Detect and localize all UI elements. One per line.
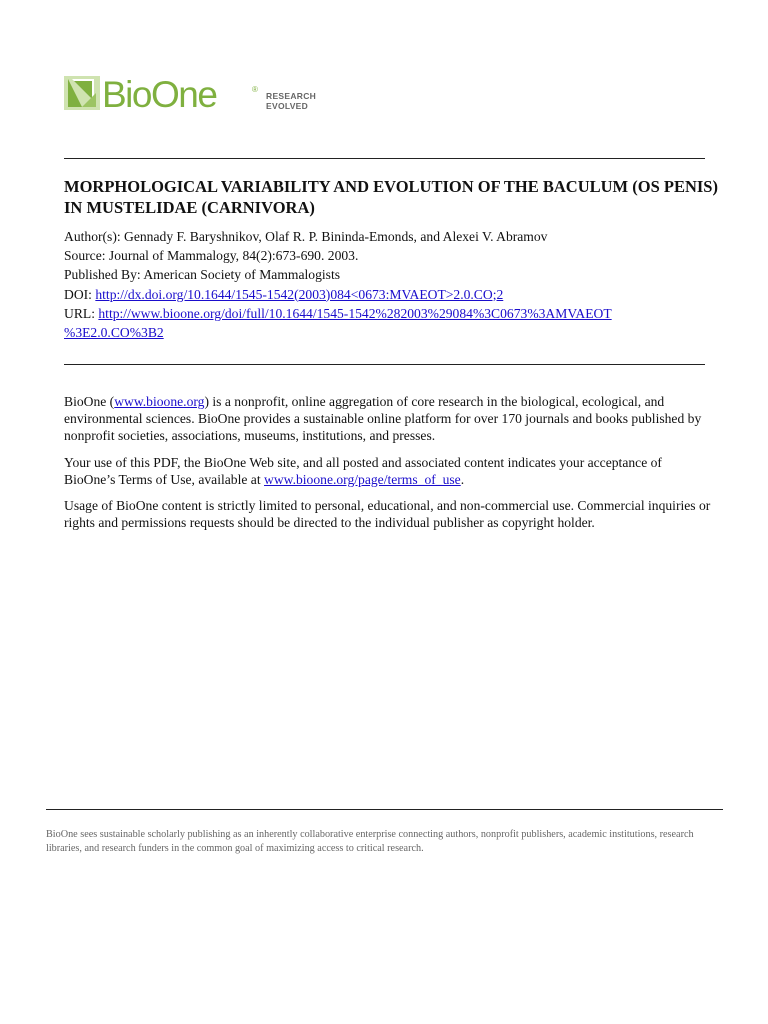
logo-tagline	[266, 91, 316, 111]
article-title: MORPHOLOGICAL VARIABILITY AND EVOLUTION OF THE BACULUM (OS PENIS) IN MUSTELIDAE (CARNIVORA)	[64, 177, 718, 217]
terms-text-start: Your use of this PDF, the BioOne Web site, and all posted and associated content indicates your acceptance of BioOne’s Terms of Use, available at	[64, 454, 662, 487]
about-bioone-paragraph	[64, 393, 714, 444]
mid-divider	[64, 364, 705, 365]
about-text-start: BioOne (	[64, 394, 115, 409]
source-value: Journal of Mammalogy, 84(2):673-690. 2003.	[105, 248, 359, 264]
publisher-label: Published By:	[64, 267, 141, 283]
logo-tagline-line-1: RESEARCH	[266, 91, 317, 101]
url-link[interactable]: http://www.bioone.org/doi/full/10.1644/1545-1542%282003%29084%3C0673%3AMVAEOT	[98, 305, 612, 321]
authors-line	[64, 227, 724, 246]
logo-tagline-line-2: EVOLVED	[266, 101, 309, 111]
footer-statement: BioOne sees sustainable scholarly publishing as an inherently collaborative enterprise connecting authors, nonprofit publishers, academic institutions, research libraries, and research funders in the common goal of maximizing access to critical research.	[46, 829, 694, 855]
doi-line	[64, 285, 724, 304]
publisher-line	[64, 265, 724, 284]
doi-label: DOI:	[64, 286, 96, 302]
url-line	[64, 304, 724, 323]
authors-value: Gennady F. Baryshnikov, Olaf R. P. Bininda-Emonds, and Alexei V. Abramov	[120, 229, 548, 244]
bioone-logo	[64, 73, 317, 119]
logo-wordmark: BioOne	[102, 74, 217, 115]
terms-text-end: .	[460, 471, 465, 487]
footer-divider	[46, 809, 723, 810]
usage-paragraph: Usage of BioOne content is strictly limited to personal, educational, and non-commercial use. Commercial inquiries or rights and permissions requests should be directed to the individual publisher as copyright holder.	[64, 498, 711, 530]
leaf-logo-icon	[64, 73, 100, 113]
top-divider	[64, 158, 705, 159]
url-label: URL:	[64, 305, 99, 321]
publisher-value: American Society of Mammalogists	[140, 267, 341, 283]
url-link-continued[interactable]: %3E2.0.CO%3B2	[64, 325, 164, 341]
terms-paragraph	[64, 454, 714, 488]
terms-of-use-link[interactable]: www.bioone.org/page/terms_of_use	[264, 471, 461, 487]
url-line-continued	[64, 323, 724, 342]
about-text-end: ) is a nonprofit, online aggregation of core research in the biological, ecological, and environmental sciences. BioOne provides a sustainable online platform for over 170 journals and books published by nonprofit societies, associations, museums, institutions, and presses.	[64, 394, 702, 443]
notice-body	[64, 393, 714, 541]
authors-label: Author(s):	[64, 229, 121, 244]
doi-link[interactable]: http://dx.doi.org/10.1644/1545-1542(2003)084<0673:MVAEOT>2.0.CO;2	[95, 286, 504, 302]
bioone-home-link[interactable]: www.bioone.org	[114, 394, 205, 409]
source-label: Source:	[64, 248, 106, 264]
source-line	[64, 246, 724, 265]
article-metadata	[64, 227, 724, 342]
logo-registered-mark: ®	[252, 85, 258, 94]
